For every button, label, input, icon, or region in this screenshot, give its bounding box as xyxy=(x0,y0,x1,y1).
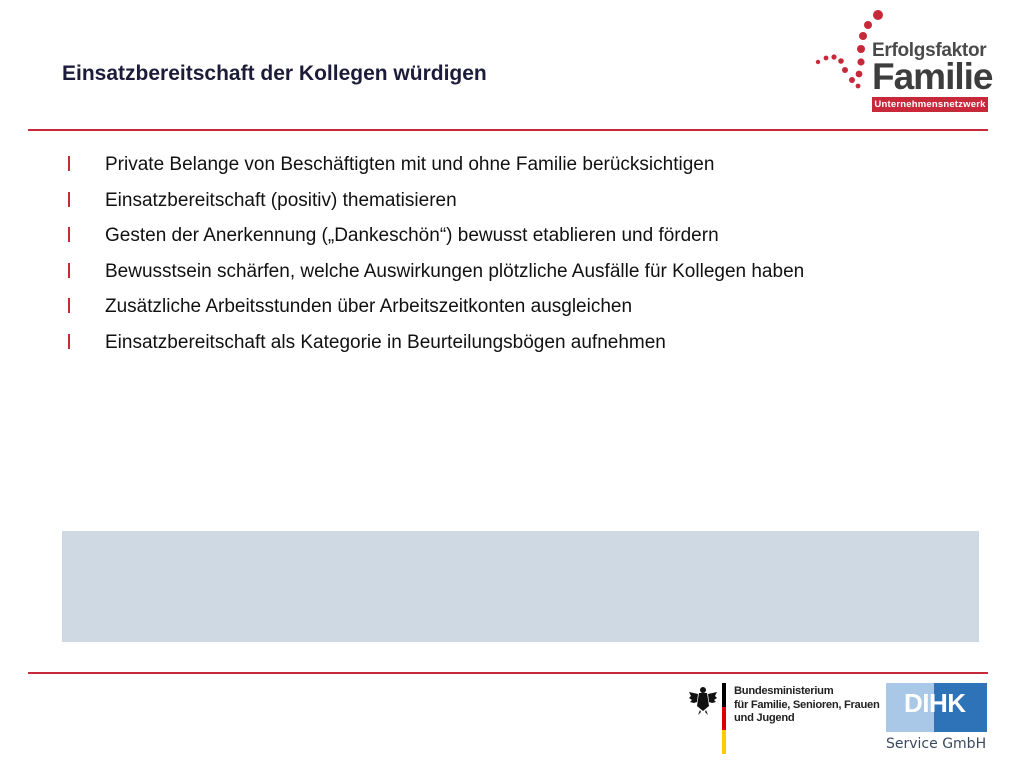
ministry-name xyxy=(734,685,879,726)
bullet-text: Gesten der Anerkennung („Dankeschön“) bewusst etablieren und fördern xyxy=(105,225,719,246)
footer-divider xyxy=(28,672,988,674)
ministry-line: und Jugend xyxy=(734,712,795,724)
bullet-text: Bewusstsein schärfen, welche Auswirkungen plötzliche Ausfälle für Kollegen haben xyxy=(105,260,805,282)
dihk-service-label: Service GmbH xyxy=(886,736,987,752)
ministry-line: für Familie, Senioren, Frauen xyxy=(734,698,880,711)
slide-title: Einsatzbereitschaft der Kollegen würdigen xyxy=(62,62,487,85)
logo-word-familie: Familie xyxy=(872,56,993,97)
bullet-marker-icon xyxy=(68,156,70,171)
header-divider xyxy=(28,129,988,131)
bullet-marker-icon xyxy=(68,334,70,349)
logo-word-erfolgsfaktor: Erfolgsfaktor xyxy=(872,40,987,61)
bullet-text: Einsatzbereitschaft als Kategorie in Beurteilungsbögen aufnehmen xyxy=(105,331,666,353)
bullet-text: Private Belange von Beschäftigten mit und ohne Familie berücksichtigen xyxy=(105,154,715,175)
bullet-marker-icon xyxy=(68,263,70,278)
bullet-marker-icon xyxy=(68,227,70,242)
bullet-marker-icon xyxy=(68,192,70,207)
bullet-text: Einsatzbereitschaft (positiv) thematisieren xyxy=(105,189,457,211)
dihk-logo-text: DIHK xyxy=(904,688,966,718)
ministry-line: Bundesministerium xyxy=(734,685,834,697)
federal-eagle-icon xyxy=(688,684,718,716)
bullet-text: Zusätzliche Arbeitsstunden über Arbeitszeitkonten ausgleichen xyxy=(105,296,633,317)
logo-tagline: Unternehmensnetzwerk xyxy=(872,97,988,112)
german-flag-bar xyxy=(722,683,726,754)
info-box xyxy=(62,531,979,642)
bullet-marker-icon xyxy=(68,298,70,313)
